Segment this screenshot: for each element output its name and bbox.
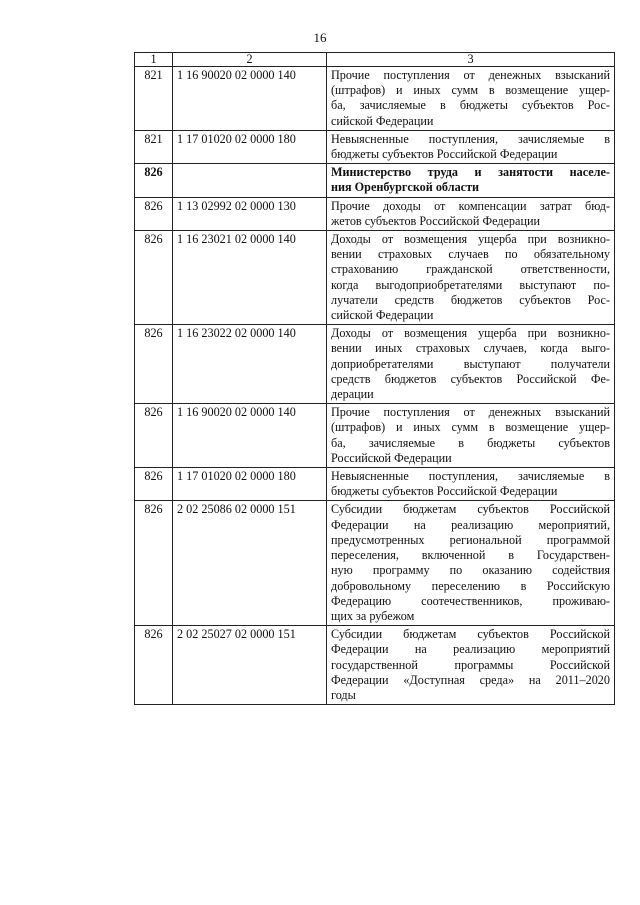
revenue-name-cell	[327, 501, 615, 626]
column-header-1: 1	[135, 53, 173, 67]
revenue-name-line: ба, зачисляемые в бюджеты субъектов	[331, 435, 610, 450]
revenue-code-cell: 1 16 90020 02 0000 140	[173, 67, 327, 131]
revenue-name-line: Федерации на реализацию мероприятий,	[331, 517, 610, 532]
administrator-code-cell: 826	[135, 164, 173, 197]
revenue-name-line: переселения, включенной в Государствен-	[331, 548, 610, 563]
revenue-name-line: Федерации «Доступная среда» на 2011–2020	[331, 672, 610, 687]
table-row	[135, 468, 615, 501]
administrator-code-cell: 826	[135, 325, 173, 404]
revenue-name-cell	[327, 130, 615, 163]
revenue-name-line: Федерации на реализацию мероприятий	[331, 642, 610, 657]
table-header-row	[135, 53, 615, 67]
revenue-name-line: дерации	[331, 387, 374, 402]
revenue-name-line: сийской Федерации	[331, 113, 434, 128]
revenue-name-line: Доходы от возмещения ущерба при возникно-	[331, 326, 610, 341]
table-row	[135, 501, 615, 626]
administrator-code-cell: 821	[135, 130, 173, 163]
revenue-name-line: лучатели средств бюджетов субъектов Рос-	[331, 292, 610, 307]
administrator-code-cell: 826	[135, 626, 173, 705]
table-row	[135, 197, 615, 230]
revenue-name-line: средств бюджетов субъектов Российской Фе-	[331, 371, 610, 386]
column-header-3: 3	[327, 53, 615, 67]
column-header-2: 2	[173, 53, 327, 67]
administrator-code-cell: 826	[135, 468, 173, 501]
revenue-name-line: ную программу по оказанию содействия	[331, 563, 610, 578]
administrator-code-cell: 826	[135, 501, 173, 626]
table-body	[135, 67, 615, 705]
revenue-name-line: (штрафов) и иных сумм в возмещение ущер-	[331, 83, 610, 98]
revenue-name-cell	[327, 164, 615, 197]
table-row	[135, 231, 615, 325]
revenue-code-cell: 2 02 25027 02 0000 151	[173, 626, 327, 705]
revenue-name-line: бюджеты субъектов Российской Федерации	[331, 484, 558, 499]
revenue-name-cell	[327, 231, 615, 325]
revenue-code-cell	[173, 164, 327, 197]
revenue-name-line: государственной программы Российской	[331, 657, 610, 672]
revenue-name-line: (штрафов) и иных сумм в возмещение ущер-	[331, 420, 610, 435]
revenue-name-line: Прочие поступления от денежных взысканий	[331, 68, 610, 82]
table-row	[135, 67, 615, 131]
table-row	[135, 130, 615, 163]
revenue-classification-table	[134, 52, 615, 705]
table-row	[135, 626, 615, 705]
revenue-code-cell: 1 17 01020 02 0000 180	[173, 130, 327, 163]
revenue-name-line: Субсидии бюджетам субъектов Российской	[331, 502, 610, 517]
revenue-name-line: Прочие доходы от компенсации затрат бюд-	[331, 198, 610, 213]
revenue-name-line: вении страховых случаев по обязательному	[331, 247, 610, 262]
revenue-name-line: ния Оренбургской области	[331, 180, 480, 195]
revenue-name-line: жетов субъектов Российской Федерации	[331, 213, 541, 228]
administrator-code-cell: 821	[135, 67, 173, 131]
revenue-name-line: Невыясненные поступления, зачисляемые в	[331, 131, 610, 146]
revenue-name-line: Субсидии бюджетам субъектов Российской	[331, 627, 610, 642]
revenue-name-line: сийской Федерации	[331, 308, 434, 323]
revenue-name-cell	[327, 325, 615, 404]
revenue-name-line: годы	[331, 687, 356, 702]
revenue-name-line: когда выгодоприобретателями выступают по-	[331, 277, 610, 292]
table-row	[135, 325, 615, 404]
administrator-code-cell: 826	[135, 197, 173, 230]
revenue-code-cell: 1 16 23021 02 0000 140	[173, 231, 327, 325]
revenue-name-cell	[327, 626, 615, 705]
revenue-name-line: щих за рубежом	[331, 608, 415, 623]
revenue-name-line: Невыясненные поступления, зачисляемые в	[331, 469, 610, 484]
revenue-name-line: Прочие поступления от денежных взысканий	[331, 405, 610, 420]
revenue-code-cell: 1 13 02992 02 0000 130	[173, 197, 327, 230]
revenue-name-line: страхованию гражданской ответственности,	[331, 262, 610, 277]
revenue-name-cell	[327, 468, 615, 501]
revenue-name-line: добровольному переселению в Российскую	[331, 578, 610, 593]
administrator-code-cell: 826	[135, 404, 173, 468]
revenue-name-line: Министерство труда и занятости населе-	[331, 165, 610, 180]
revenue-name-line: вении иных страховых случаев, когда выго-	[331, 341, 610, 356]
table-row	[135, 404, 615, 468]
revenue-name-line: ба, зачисляемые в бюджеты субъектов Рос-	[331, 98, 610, 113]
revenue-code-cell: 1 17 01020 02 0000 180	[173, 468, 327, 501]
revenue-name-line: предусмотренных региональной программой	[331, 532, 610, 547]
table-row	[135, 164, 615, 197]
revenue-name-line: Доходы от возмещения ущерба при возникно-	[331, 232, 610, 247]
revenue-name-cell	[327, 197, 615, 230]
revenue-name-cell	[327, 67, 615, 131]
revenue-code-cell: 2 02 25086 02 0000 151	[173, 501, 327, 626]
revenue-name-line: Федерацию соотечественников, проживаю-	[331, 593, 610, 608]
revenue-name-cell	[327, 404, 615, 468]
revenue-code-cell: 1 16 90020 02 0000 140	[173, 404, 327, 468]
page-number: 16	[313, 30, 327, 45]
revenue-name-line: бюджеты субъектов Российской Федерации	[331, 147, 558, 162]
revenue-name-line: Российской Федерации	[331, 450, 452, 465]
revenue-name-line: доприобретателями выступают получатели	[331, 356, 610, 371]
administrator-code-cell: 826	[135, 231, 173, 325]
revenue-code-cell: 1 16 23022 02 0000 140	[173, 325, 327, 404]
